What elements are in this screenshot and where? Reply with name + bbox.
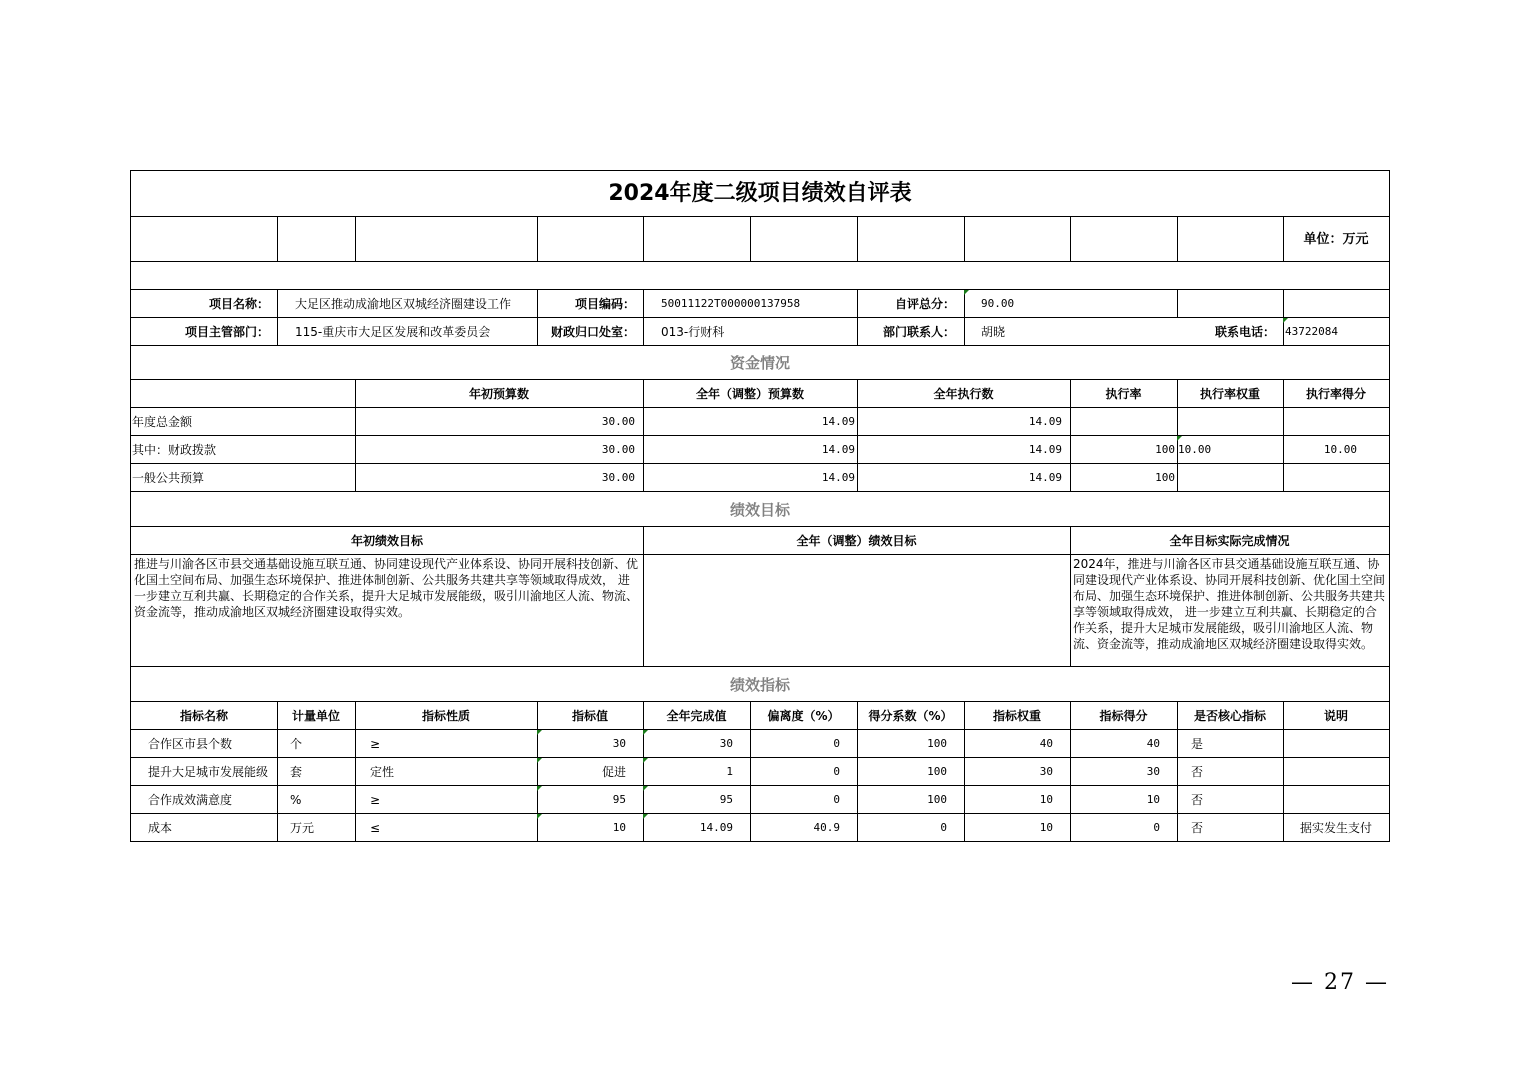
grid-line (131, 317, 1389, 318)
grid-line (857, 702, 858, 842)
funds-row-name: 年度总金额 (132, 415, 193, 429)
indicator-name: 成本 (148, 821, 173, 835)
grid-line (1177, 702, 1178, 842)
page-number: — 27 — (1291, 969, 1389, 995)
funds-header: 执行率得分 (1305, 387, 1366, 401)
indicator-weight: 30 (1039, 765, 1053, 778)
grid-line (537, 217, 538, 261)
funds-rate: 100 (1155, 471, 1175, 484)
funds-section-title: 资金情况 (729, 354, 790, 372)
funds-score (1283, 408, 1389, 436)
indicator-nature: 定性 (370, 765, 395, 779)
indicator-header: 指标得分 (1099, 709, 1148, 723)
grid-line (643, 380, 644, 491)
funds-executed: 14.09 (1028, 415, 1062, 428)
dept-label: 项目主管部门： (184, 325, 269, 339)
grid-line (277, 702, 278, 842)
funds-initial: 30.00 (601, 443, 635, 456)
indicator-name: 合作区市县个数 (148, 737, 233, 751)
grid-line (857, 217, 858, 261)
indicator-core: 否 (1191, 765, 1204, 779)
funds-executed: 14.09 (1028, 471, 1062, 484)
indicator-nature: ≥ (370, 737, 381, 751)
indicator-core: 否 (1191, 793, 1204, 807)
funds-header: 执行率权重 (1199, 387, 1260, 401)
indicator-target: 95 (612, 793, 626, 806)
indicator-unit: % (290, 793, 302, 807)
grid-line (964, 290, 965, 345)
indicator-score: 30 (1146, 765, 1160, 778)
indicator-note (1283, 730, 1389, 758)
indicator-weight: 40 (1039, 737, 1053, 750)
grid-line (1070, 380, 1071, 491)
comment-marker-icon (643, 786, 648, 791)
indicator-actual: 95 (719, 793, 733, 806)
indicator-unit: 套 (290, 765, 303, 779)
funds-header: 年初预算数 (468, 387, 529, 401)
grid-line (537, 702, 538, 842)
contact-value: 胡晓 (981, 325, 1006, 339)
funds-row-name: 一般公共预算 (132, 471, 205, 485)
comment-marker-icon (537, 730, 542, 735)
grid-line (750, 702, 751, 842)
funds-adjusted: 14.09 (821, 443, 855, 456)
grid-line (643, 290, 644, 345)
indicator-weight: 10 (1039, 793, 1053, 806)
goals-actual-text: 2024年，推进与川渝各区市县交通基础设施互联互通、协同建设现代产业体系设、协同开展科技创新、优化国土空间布局、加强生态环境保护、推进体制创新、公共服务共建共享等领域取得成效， 进一步建立互利共赢、长期稳定的合作关系，提升大足城市发展能级，吸引川渝地区人流、物流、资金流等，推动成渝地区双城经济圈建设取得实效。 (1073, 557, 1386, 651)
goals-adjusted-text (643, 555, 1070, 667)
indicator-coef: 100 (927, 793, 947, 806)
unit-label: 单位：万元 (1303, 231, 1369, 247)
indicator-header: 指标值 (571, 709, 608, 723)
indicator-target: 30 (612, 737, 626, 750)
funds-rate (1070, 408, 1177, 436)
grid-line (131, 407, 1389, 408)
grid-line (131, 526, 1389, 527)
goals-initial-text: 推进与川渝各区市县交通基础设施互联互通、协同建设现代产业体系设、协同开展科技创新、优化国土空间布局、加强生态环境保护、推进体制创新、公共服务共建共享等领域取得成效， 进一步建立互利共赢、长期稳定的合作关系，提升大足城市发展能级，吸引川渝地区人流、物流、资金流等，推动成渝地区双城经济圈建设取得实效。 (134, 557, 639, 619)
indicator-header: 说明 (1323, 709, 1348, 723)
phone-value: 43722084 (1285, 325, 1338, 338)
grid-line (355, 217, 356, 261)
dept-value: 115-重庆市大足区发展和改革委员会 (295, 325, 491, 339)
grid-line (131, 261, 1389, 262)
grid-line (131, 379, 1389, 380)
indicator-note (1283, 786, 1389, 814)
comment-marker-icon (643, 814, 648, 819)
indicator-nature: ≤ (370, 821, 381, 835)
comment-marker-icon (643, 758, 648, 763)
goals-header-initial: 年初绩效目标 (350, 534, 423, 548)
funds-header: 全年（调整）预算数 (695, 387, 804, 401)
indicators-section-title: 绩效指标 (729, 675, 790, 694)
indicator-coef: 100 (927, 765, 947, 778)
indicator-header: 得分系数（%） (868, 709, 953, 723)
goals-header-actual: 全年目标实际完成情况 (1169, 534, 1290, 548)
funds-row-name: 其中：财政拨款 (132, 443, 217, 457)
funds-score (1283, 464, 1389, 492)
funds-initial: 30.00 (601, 415, 635, 428)
grid-line (131, 554, 1389, 555)
grid-line (131, 701, 1389, 702)
indicator-deviation: 0 (833, 765, 840, 778)
grid-line (1070, 217, 1071, 261)
indicator-header: 偏离度（%） (767, 709, 840, 723)
comment-marker-icon (537, 814, 542, 819)
grid-line (131, 435, 1389, 436)
finance-value: 013-行财科 (661, 325, 725, 339)
grid-line (131, 491, 1389, 492)
indicator-core: 否 (1191, 821, 1204, 835)
performance-table (130, 170, 1390, 842)
project-code-value: 50011122T000000137958 (661, 297, 801, 310)
comment-marker-icon (1283, 318, 1288, 323)
funds-rate: 100 (1155, 443, 1175, 456)
grid-line (131, 813, 1389, 814)
grid-line (857, 290, 858, 345)
contact-label: 部门联系人： (882, 325, 955, 339)
grid-line (1177, 290, 1178, 317)
indicator-coef: 100 (927, 737, 947, 750)
indicator-deviation: 40.9 (813, 821, 840, 834)
grid-line (643, 217, 644, 261)
funds-score: 10.00 (1323, 443, 1357, 456)
grid-line (750, 217, 751, 261)
indicator-deviation: 0 (833, 737, 840, 750)
indicator-name: 提升大足城市发展能级 (148, 765, 269, 779)
grid-line (537, 290, 538, 345)
indicator-weight: 10 (1039, 821, 1053, 834)
indicator-coef: 0 (940, 821, 947, 834)
grid-line (131, 666, 1389, 667)
comment-marker-icon (1177, 436, 1182, 441)
project-name-label: 项目名称： (208, 297, 269, 311)
funds-adjusted: 14.09 (821, 415, 855, 428)
indicator-actual: 30 (719, 737, 733, 750)
grid-line (1283, 217, 1284, 261)
indicator-unit: 个 (290, 737, 303, 751)
funds-weight (1177, 464, 1283, 492)
grid-line (1283, 702, 1284, 842)
goals-section-title: 绩效目标 (729, 500, 790, 519)
grid-line (964, 702, 965, 842)
indicator-header: 指标权重 (992, 709, 1041, 723)
grid-line (857, 380, 858, 491)
funds-weight: 10.00 (1178, 443, 1212, 456)
grid-line (355, 702, 356, 842)
project-name-value: 大足区推动成渝地区双城经济圈建设工作 (295, 297, 512, 311)
funds-adjusted: 14.09 (821, 471, 855, 484)
indicator-unit: 万元 (290, 821, 315, 835)
grid-line (131, 463, 1389, 464)
funds-initial: 30.00 (601, 471, 635, 484)
indicator-header: 计量单位 (291, 709, 340, 723)
comment-marker-icon (537, 758, 542, 763)
indicator-nature: ≥ (370, 793, 381, 807)
indicator-header: 全年完成值 (666, 709, 727, 723)
grid-line (643, 527, 644, 666)
grid-line (131, 345, 1389, 346)
score-value: 90.00 (981, 297, 1015, 310)
comment-marker-icon (964, 290, 969, 295)
phone-label: 联系电话： (1214, 325, 1275, 339)
funds-executed: 14.09 (1028, 443, 1062, 456)
table-title: 2024年度二级项目绩效自评表 (608, 181, 912, 206)
indicator-header: 指标性质 (421, 709, 470, 723)
indicator-score: 0 (1153, 821, 1160, 834)
grid-line (1283, 380, 1284, 491)
grid-line (131, 785, 1389, 786)
grid-line (1177, 217, 1178, 261)
indicator-actual: 1 (726, 765, 733, 778)
indicator-score: 10 (1146, 793, 1160, 806)
comment-marker-icon (537, 786, 542, 791)
indicator-actual: 14.09 (699, 821, 733, 834)
grid-line (355, 380, 356, 491)
project-code-label: 项目编码： (574, 297, 635, 311)
grid-line (643, 702, 644, 842)
grid-line (277, 290, 278, 345)
goals-header-adjusted: 全年（调整）绩效目标 (796, 534, 917, 548)
indicator-target: 促进 (601, 765, 626, 779)
grid-line (131, 757, 1389, 758)
grid-line (1070, 702, 1071, 842)
funds-header: 全年执行数 (933, 387, 994, 401)
grid-line (131, 729, 1389, 730)
indicator-deviation: 0 (833, 793, 840, 806)
indicator-header: 指标名称 (179, 709, 228, 723)
indicator-score: 40 (1146, 737, 1160, 750)
grid-line (131, 289, 1389, 290)
indicator-note (1283, 758, 1389, 786)
indicator-note: 据实发生支付 (1300, 821, 1373, 835)
score-label: 自评总分： (894, 297, 955, 311)
indicator-target: 10 (612, 821, 626, 834)
comment-marker-icon (643, 730, 648, 735)
grid-line (277, 217, 278, 261)
grid-line (131, 216, 1389, 217)
finance-label: 财政归口处室： (550, 325, 635, 339)
grid-line (1070, 527, 1071, 666)
grid-line (964, 217, 965, 261)
indicator-name: 合作成效满意度 (148, 793, 233, 807)
funds-weight (1177, 408, 1283, 436)
indicator-core: 是 (1191, 737, 1204, 751)
indicator-header: 是否核心指标 (1193, 709, 1266, 723)
funds-header: 执行率 (1105, 387, 1142, 401)
